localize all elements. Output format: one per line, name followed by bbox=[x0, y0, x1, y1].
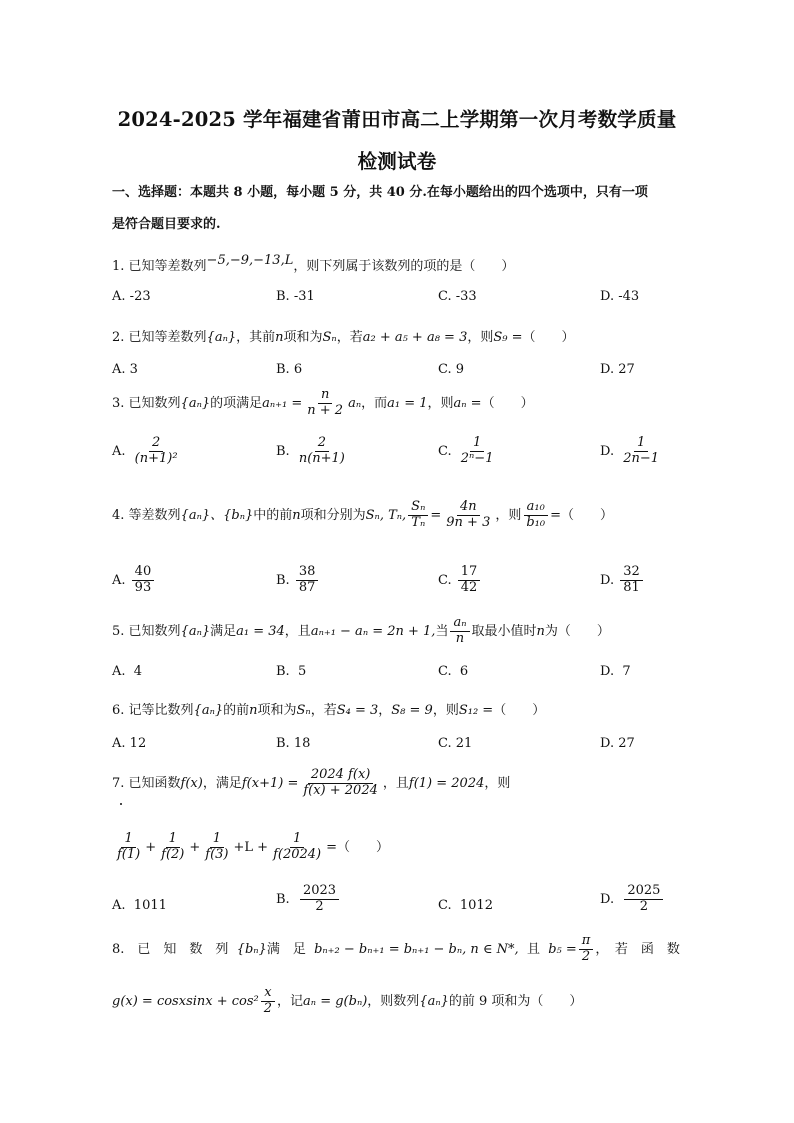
q1-option-b[interactable] bbox=[276, 289, 315, 304]
q6-sequence: {aₙ} bbox=[193, 703, 224, 718]
fraction-numerator: 1 bbox=[290, 832, 304, 848]
fraction-numerator: 1 bbox=[166, 832, 180, 848]
option-fraction bbox=[620, 436, 662, 467]
q8-sequence: {bₙ} bbox=[236, 941, 267, 957]
q5-recurrence: aₙ₊₁ − aₙ = 2n + 1, bbox=[310, 623, 436, 639]
q6-blank: （ ） bbox=[493, 703, 546, 718]
fraction-numerator: 2024 f(x) bbox=[308, 768, 374, 784]
option-fraction bbox=[458, 565, 481, 596]
question-7-sum: $\frac{1}{f(1)}$ + $\frac{1}{f(2)}$ + $\frac{1}{f(3)}$ +L + $\frac{1}{f(2024)}$ =（ ） bbox=[112, 832, 389, 863]
q8-text: 且 bbox=[526, 941, 540, 957]
q4-n: n bbox=[292, 507, 301, 523]
option-value: 3 bbox=[129, 362, 138, 377]
option-value: 12 bbox=[129, 736, 147, 751]
q5-option-d[interactable] bbox=[600, 664, 631, 679]
q8-text: ， 若 函 数 bbox=[595, 941, 680, 957]
q2-stem: 2. 已知等差数列 bbox=[112, 330, 207, 345]
q3-text: ，而 bbox=[361, 395, 388, 411]
option-label: B. bbox=[276, 289, 290, 304]
q3-blank: （ ） bbox=[481, 395, 534, 411]
q2-sequence: {aₙ} bbox=[206, 330, 237, 345]
q3-stem: 3. 已知数列 bbox=[112, 395, 181, 411]
q7-condition: f(1) = 2024 bbox=[408, 775, 485, 791]
q3-option-b[interactable] bbox=[276, 436, 350, 467]
q5-n: n bbox=[536, 623, 545, 639]
fraction-numerator: 2023 bbox=[300, 884, 339, 900]
fraction-numerator: n bbox=[318, 388, 332, 404]
fraction-denominator: f(3) bbox=[205, 846, 229, 862]
option-label: A. bbox=[112, 572, 126, 588]
q6-n: n bbox=[249, 703, 258, 718]
q7-option-d[interactable] bbox=[600, 884, 665, 915]
q2-text: ，若 bbox=[336, 330, 363, 345]
fraction-denominator: 2 bbox=[639, 898, 649, 914]
q2-text: ，其前 bbox=[236, 330, 276, 345]
question-2 bbox=[112, 326, 575, 345]
fraction-numerator: 32 bbox=[620, 565, 643, 581]
fraction-numerator: 40 bbox=[132, 565, 155, 581]
q8-mapping: aₙ = g(bₙ) bbox=[303, 993, 368, 1009]
q6-cond-1: S₄ = 3 bbox=[336, 703, 379, 718]
fraction-denominator: (n+1)² bbox=[134, 450, 178, 466]
q7-ellipsis: +L + bbox=[233, 839, 269, 855]
option-value: 1012 bbox=[459, 898, 493, 913]
q7-sum-term bbox=[202, 832, 231, 863]
option-value: 6 bbox=[459, 664, 469, 679]
q2-sum-symbol: Sₙ bbox=[322, 330, 337, 345]
stray-dot bbox=[120, 803, 122, 805]
q4-sum-symbols: Sₙ, Tₙ, bbox=[365, 507, 407, 523]
section-heading-line1: 一、选择题：本题共 8 小题，每小题 5 分，共 40 分.在每小题给出的四个选项中，只有一项 bbox=[112, 185, 648, 200]
q2-option-c[interactable] bbox=[438, 362, 464, 377]
q8-blank: 的前 9 项和为（ ） bbox=[448, 993, 583, 1009]
option-label: A. bbox=[112, 443, 126, 459]
fraction-denominator: 87 bbox=[298, 579, 316, 595]
option-label: B. bbox=[276, 443, 290, 459]
q7-blank: =（ ） bbox=[326, 839, 390, 855]
q6-cond-2: S₈ = 9 bbox=[391, 703, 433, 718]
q6-text: 的前 bbox=[223, 703, 250, 718]
q8-text: 满 足 bbox=[266, 941, 306, 957]
q2-text: ，则 bbox=[467, 330, 494, 345]
fraction-numerator: 2025 bbox=[624, 884, 663, 900]
option-label: A. bbox=[112, 289, 126, 304]
q8-fraction-x bbox=[261, 986, 275, 1017]
fraction-denominator: n bbox=[455, 630, 465, 646]
option-value: 4 bbox=[133, 664, 143, 679]
q6-text: 项和为 bbox=[257, 703, 297, 718]
fraction-denominator: Tₙ bbox=[411, 514, 426, 530]
fraction-numerator: aₙ bbox=[450, 616, 469, 632]
option-label: C. bbox=[438, 362, 452, 377]
option-label: C. bbox=[438, 736, 452, 751]
q4-option-a[interactable] bbox=[112, 565, 156, 596]
q8-text: ，则数列 bbox=[367, 993, 420, 1009]
fraction-denominator: n + 2 bbox=[307, 402, 344, 418]
q1-option-a[interactable] bbox=[112, 289, 151, 304]
q1-stem-end: ，则下列属于该数列的项的是（ ） bbox=[293, 259, 515, 274]
q2-blank: （ ） bbox=[522, 330, 575, 345]
fraction-denominator: f(2) bbox=[161, 846, 185, 862]
q3-ask: aₙ = bbox=[453, 395, 482, 411]
q3-option-a[interactable] bbox=[112, 436, 183, 467]
q8-condition: bₙ₊₂ − bₙ₊₁ = bₙ₊₁ − bₙ, n ∈ N*, bbox=[314, 941, 519, 957]
fraction-denominator: n(n+1) bbox=[298, 450, 345, 466]
q2-option-b[interactable] bbox=[276, 362, 302, 377]
q4-option-b[interactable] bbox=[276, 565, 320, 596]
option-label: C. bbox=[438, 898, 452, 913]
option-label: A. bbox=[112, 362, 126, 377]
option-label: B. bbox=[276, 664, 290, 679]
q8-fraction-pi bbox=[579, 934, 594, 965]
q5-option-b[interactable] bbox=[276, 664, 306, 679]
q3-option-d[interactable] bbox=[600, 436, 664, 467]
option-value: 27 bbox=[618, 362, 635, 377]
option-fraction bbox=[132, 436, 181, 467]
option-label: D. bbox=[600, 736, 615, 751]
q5-stem: 5. 已知数列 bbox=[112, 623, 181, 639]
fraction-numerator: 17 bbox=[458, 565, 481, 581]
option-label: B. bbox=[276, 572, 290, 588]
option-value: 6 bbox=[293, 362, 303, 377]
option-value: 21 bbox=[455, 736, 473, 751]
q8-function: g(x) = cosxsinx + cos² bbox=[112, 993, 259, 1009]
q7-stem: 7. 已知函数 bbox=[112, 775, 181, 791]
q6-sum-symbol: Sₙ bbox=[296, 703, 311, 718]
fraction-denominator: 2 bbox=[315, 898, 324, 914]
q6-option-a[interactable] bbox=[112, 736, 146, 751]
q7-text: ，满足 bbox=[202, 775, 242, 791]
option-label: B. bbox=[276, 736, 290, 751]
option-value: 7 bbox=[622, 664, 631, 679]
fraction-denominator: 42 bbox=[460, 579, 478, 595]
q6-option-b[interactable] bbox=[276, 736, 310, 751]
option-label: A. bbox=[112, 898, 126, 913]
q2-text: 项和为 bbox=[283, 330, 323, 345]
q3-option-c[interactable] bbox=[438, 436, 498, 467]
fraction-numerator: a₁₀ bbox=[524, 500, 548, 516]
fraction-denominator: 2 bbox=[263, 1000, 273, 1016]
q5-sequence: {aₙ} bbox=[180, 623, 211, 639]
q6-text: ，若 bbox=[310, 703, 337, 718]
q1-option-d[interactable] bbox=[600, 289, 639, 304]
q6-ask: S₁₂ = bbox=[458, 703, 494, 718]
option-value: 27 bbox=[618, 736, 635, 751]
question-6 bbox=[112, 699, 545, 718]
fraction-numerator: 1 bbox=[470, 436, 484, 452]
q5-text: 满足 bbox=[210, 623, 237, 639]
q8-stem: 8. 已 知 数 列 bbox=[112, 941, 229, 957]
q5-initial: a₁ = 34 bbox=[236, 623, 285, 639]
fraction-numerator: 4n bbox=[457, 500, 480, 516]
q3-text: ，则 bbox=[427, 395, 454, 411]
option-fraction bbox=[458, 436, 497, 467]
fraction-denominator: 2ⁿ−1 bbox=[460, 450, 494, 466]
q4-option-c[interactable] bbox=[438, 565, 482, 596]
question-4 bbox=[112, 500, 613, 531]
q7-sum-last-term bbox=[270, 832, 324, 863]
option-label: D. bbox=[600, 891, 615, 907]
q4-stem: 4. 等差数列 bbox=[112, 507, 181, 523]
q2-ask: S₉ = bbox=[493, 330, 523, 345]
exam-title-line2: 检测试卷 bbox=[357, 150, 437, 173]
q3-fraction bbox=[304, 388, 346, 419]
fraction-denominator: b₁₀ bbox=[526, 514, 546, 530]
fraction-numerator: 1 bbox=[634, 436, 648, 452]
question-8-line2 bbox=[112, 986, 582, 1017]
q8-b5: b₅ = bbox=[548, 941, 577, 957]
q6-text: ， bbox=[378, 703, 392, 718]
q4-sequences: {aₙ}、{bₙ} bbox=[180, 507, 254, 523]
option-value: 1011 bbox=[133, 898, 167, 913]
fraction-numerator: π bbox=[579, 934, 594, 950]
q7-function: f(x) bbox=[180, 775, 203, 791]
option-label: D. bbox=[600, 443, 615, 459]
option-fraction bbox=[624, 884, 663, 915]
option-fraction bbox=[296, 436, 348, 467]
q4-text: ，则 bbox=[495, 507, 522, 523]
fraction-numerator: Sₙ bbox=[408, 500, 428, 516]
option-value: -33 bbox=[455, 289, 477, 304]
q3-sequence: {aₙ} bbox=[180, 395, 211, 411]
option-label: D. bbox=[600, 289, 615, 304]
q4-fraction-ask bbox=[523, 500, 548, 531]
q2-option-d[interactable] bbox=[600, 362, 635, 377]
option-label: D. bbox=[600, 664, 615, 679]
q7-option-b[interactable] bbox=[276, 884, 341, 915]
option-fraction bbox=[132, 565, 155, 596]
option-value: -23 bbox=[129, 289, 151, 304]
question-3 bbox=[112, 388, 534, 419]
q4-text: 项和分别为 bbox=[300, 507, 366, 523]
option-fraction bbox=[620, 565, 643, 596]
fraction-numerator: 1 bbox=[121, 832, 135, 848]
option-label: C. bbox=[438, 443, 452, 459]
q5-text: ，且 bbox=[284, 623, 311, 639]
fraction-denominator: f(x) + 2024 bbox=[303, 782, 378, 798]
option-label: A. bbox=[112, 736, 126, 751]
fraction-denominator: f(2024) bbox=[273, 846, 322, 862]
q4-text: 中的前 bbox=[253, 507, 293, 523]
q7-text: ，且 bbox=[382, 775, 409, 791]
option-fraction bbox=[296, 565, 319, 596]
q6-option-c[interactable] bbox=[438, 736, 472, 751]
q5-text: 当 bbox=[435, 623, 449, 639]
q5-fraction bbox=[450, 616, 469, 647]
q7-sum-term bbox=[158, 832, 187, 863]
option-value: 9 bbox=[455, 362, 465, 377]
option-label: C. bbox=[438, 289, 452, 304]
q7-text: ，则 bbox=[484, 775, 511, 791]
option-label: D. bbox=[600, 362, 615, 377]
q3-text: 的项满足 bbox=[210, 395, 263, 411]
option-label: B. bbox=[276, 362, 290, 377]
option-label: C. bbox=[438, 664, 452, 679]
question-1 bbox=[112, 255, 514, 274]
option-fraction bbox=[300, 884, 339, 915]
q7-fraction bbox=[300, 768, 381, 799]
q8-text: ，记 bbox=[277, 993, 304, 1009]
question-5 bbox=[112, 616, 610, 647]
option-label: A. bbox=[112, 664, 126, 679]
q1-sequence: −5,−9,−13,L bbox=[206, 253, 294, 268]
option-value: 18 bbox=[293, 736, 311, 751]
question-7 bbox=[112, 768, 510, 799]
q4-blank: =（ ） bbox=[550, 507, 614, 523]
q5-text: 取最小值时 bbox=[471, 623, 537, 639]
exam-title-line1: 2024-2025 学年福建省莆田市高二上学期第一次月考数学质量 bbox=[117, 108, 677, 131]
q2-condition: a₂ + a₅ + a₈ = 3 bbox=[362, 330, 468, 345]
fraction-numerator: 2 bbox=[315, 436, 329, 452]
q7-sum-term bbox=[114, 832, 143, 863]
fraction-denominator: f(1) bbox=[117, 846, 141, 862]
option-value: 5 bbox=[297, 664, 307, 679]
q1-option-c[interactable] bbox=[438, 289, 477, 304]
question-8 bbox=[112, 934, 680, 965]
q2-option-a[interactable] bbox=[112, 362, 138, 377]
q3-lhs: aₙ₊₁ = bbox=[262, 395, 303, 411]
q4-fraction-ratio bbox=[408, 500, 428, 531]
q8-sequence-a: {aₙ} bbox=[419, 993, 449, 1009]
q4-equals: = bbox=[430, 507, 442, 523]
q5-option-a[interactable] bbox=[112, 664, 142, 679]
fraction-numerator: x bbox=[261, 986, 274, 1002]
option-label: C. bbox=[438, 572, 452, 588]
fraction-numerator: 2 bbox=[149, 436, 163, 452]
option-label: D. bbox=[600, 572, 615, 588]
q3-rhs: aₙ bbox=[348, 395, 362, 411]
fraction-denominator: 2 bbox=[581, 948, 591, 964]
q1-stem: 1. 已知等差数列 bbox=[112, 259, 207, 274]
q6-stem: 6. 记等比数列 bbox=[112, 703, 194, 718]
option-label: B. bbox=[276, 891, 290, 907]
fraction-denominator: 93 bbox=[134, 579, 152, 595]
q2-n: n bbox=[275, 330, 284, 345]
fraction-numerator: 38 bbox=[296, 565, 319, 581]
q6-option-d[interactable] bbox=[600, 736, 635, 751]
fraction-denominator: 9n + 3 bbox=[446, 514, 491, 530]
fraction-numerator: 1 bbox=[210, 832, 224, 848]
q7-option-a[interactable] bbox=[112, 898, 167, 913]
q4-option-d[interactable] bbox=[600, 565, 645, 596]
fraction-denominator: 2n−1 bbox=[623, 450, 660, 466]
option-value: -43 bbox=[618, 289, 640, 304]
section-heading-line2: 是符合题目要求的. bbox=[112, 217, 221, 232]
fraction-denominator: 81 bbox=[623, 579, 640, 595]
q5-blank: 为（ ） bbox=[544, 623, 610, 639]
q7-option-c[interactable] bbox=[438, 898, 493, 913]
q6-text: ，则 bbox=[432, 703, 459, 718]
q3-condition: a₁ = 1 bbox=[387, 395, 428, 411]
option-value: -31 bbox=[293, 289, 315, 304]
q4-fraction-value bbox=[443, 500, 493, 531]
q7-lhs: f(x+1) = bbox=[241, 775, 299, 791]
q5-option-c[interactable] bbox=[438, 664, 468, 679]
